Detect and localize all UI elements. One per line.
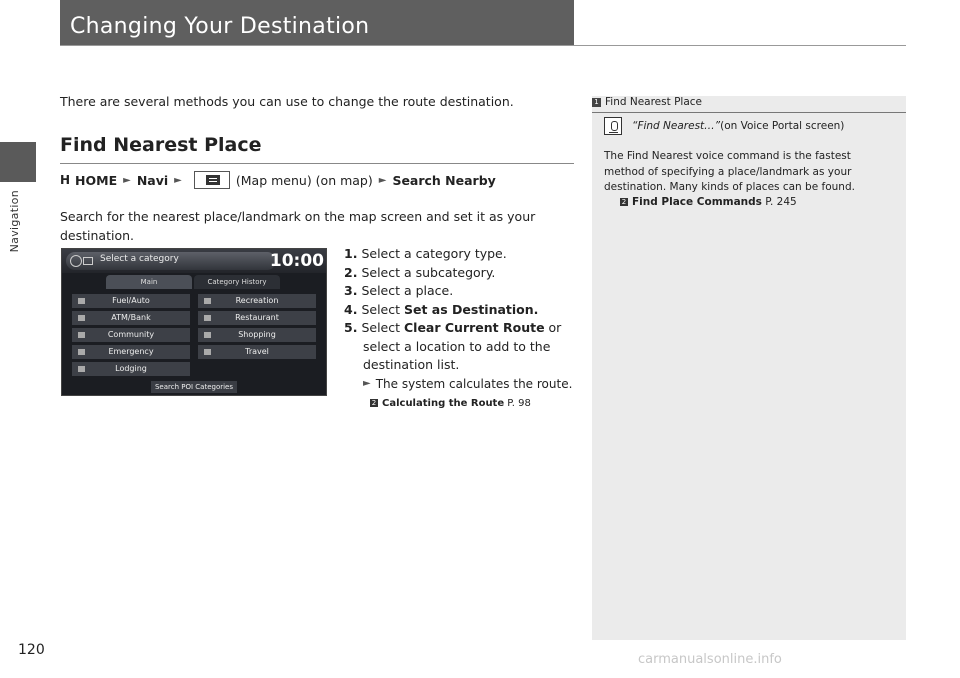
emergency-icon (78, 349, 85, 355)
step-text: Select (361, 301, 404, 317)
screenshot-header-title: Select a category (100, 254, 179, 264)
category-label: ATM/Bank (111, 313, 151, 322)
category-label: Community (107, 330, 155, 339)
note-icon: 1 (592, 98, 601, 107)
recreation-icon (204, 298, 211, 304)
category-label: Shopping (238, 330, 276, 339)
home-icon: H (60, 173, 71, 187)
step-4 (344, 301, 580, 320)
result-text: The system calculates the route. (375, 376, 573, 391)
arrow-right-icon: ► (174, 174, 182, 186)
community-icon (78, 332, 85, 338)
note-header (592, 96, 906, 113)
step-bold-text: Set as Destination. (403, 301, 539, 317)
tab-category-history[interactable]: Category History (194, 275, 280, 289)
bed-icon (78, 366, 85, 372)
reference-title: Find Place Commands (632, 196, 762, 208)
breadcrumb-search-nearby: Search Nearby (392, 172, 496, 188)
tab-main[interactable]: Main (106, 275, 192, 289)
step-5-line-3: destination list. (363, 357, 460, 372)
reference-page: P. 98 (504, 398, 531, 409)
step-result (363, 375, 580, 394)
note-reference-link[interactable] (620, 196, 797, 208)
category-label: Restaurant (235, 313, 279, 322)
step-text: or (544, 320, 562, 335)
side-tab-label: Navigation (8, 190, 21, 253)
step-number: 3. (344, 283, 358, 298)
breadcrumb-home: HOME (75, 172, 118, 188)
search-poi-categories-button[interactable]: Search POI Categories (151, 381, 237, 393)
note-text: The Find Nearest voice command is the fastest method of specifying a place/landmark as your destination. Many kinds of places can be found. (604, 150, 855, 193)
atm-icon (78, 315, 85, 321)
category-fuel-auto[interactable] (72, 294, 190, 308)
category-label: Recreation (235, 296, 279, 305)
page-title: Changing Your Destination (70, 14, 370, 39)
step-2 (344, 264, 580, 283)
step-text: Select a place. (361, 283, 454, 298)
breadcrumb-navi: Navi (136, 172, 169, 188)
arrow-right-icon: ► (363, 377, 371, 389)
step-number: 1. (344, 246, 358, 261)
watermark: carmanualsonline.info (638, 652, 782, 667)
voice-command-icon (604, 117, 622, 135)
shopping-cart-icon (204, 332, 211, 338)
section-title: Find Nearest Place (60, 134, 262, 156)
reference-icon: 2 (371, 399, 377, 407)
description: Search for the nearest place/landmark on the map screen and set it as your destination. (60, 209, 536, 243)
steps-list (344, 245, 580, 414)
category-screenshot (61, 248, 327, 396)
step-5-line-2: select a location to add to the (363, 338, 551, 354)
airplane-icon (204, 349, 211, 355)
voice-command-text: “Find Nearest…” (632, 120, 721, 132)
note-voice-command (604, 117, 844, 135)
reference-title: Calculating the Route (382, 398, 505, 409)
category-atm-bank[interactable] (72, 311, 190, 325)
screenshot-clock: 10:00 (269, 251, 324, 271)
category-shopping[interactable] (198, 328, 316, 342)
breadcrumb (60, 171, 496, 189)
voice-command-context: (on Voice Portal screen) (720, 120, 845, 132)
category-lodging[interactable] (72, 362, 190, 376)
category-community[interactable] (72, 328, 190, 342)
step-text: Select a subcategory. (361, 264, 496, 280)
breadcrumb-map-menu: (Map menu) (on map) (235, 172, 373, 188)
reference-link[interactable] (370, 395, 580, 414)
reference-icon: 2 (621, 198, 627, 206)
step-number: 2. (344, 264, 358, 280)
category-label: Travel (245, 347, 269, 356)
step-text: Select a category type. (361, 246, 507, 261)
arrow-right-icon: ► (378, 174, 387, 186)
title-rule (60, 45, 906, 46)
category-label: Emergency (108, 347, 154, 356)
category-label: Lodging (115, 364, 147, 373)
step-text: Select (361, 320, 404, 335)
category-recreation[interactable] (198, 294, 316, 308)
side-tab (0, 0, 36, 678)
screenshot-topbar (62, 249, 327, 273)
step-number: 4. (344, 301, 358, 317)
map-menu-icon (194, 171, 230, 189)
fuel-icon (78, 298, 85, 304)
page-number: 120 (18, 642, 45, 658)
arrow-right-icon: ► (123, 174, 131, 186)
reference-page: P. 245 (761, 196, 797, 208)
category-emergency[interactable] (72, 345, 190, 359)
step-number: 5. (344, 320, 358, 335)
category-restaurant[interactable] (198, 311, 316, 325)
side-tab-marker (0, 142, 36, 182)
voice-back-icon (70, 255, 92, 267)
category-travel[interactable] (198, 345, 316, 359)
step-3 (344, 282, 580, 301)
step-1 (344, 245, 580, 264)
restaurant-icon (204, 315, 211, 321)
note-title: Find Nearest Place (605, 96, 702, 108)
section-rule (60, 163, 574, 164)
step-bold-text: Clear Current Route (403, 320, 545, 335)
intro-text: There are several methods you can use to change the route destination. (60, 94, 514, 109)
step-5 (344, 319, 580, 338)
category-label: Fuel/Auto (112, 296, 150, 305)
